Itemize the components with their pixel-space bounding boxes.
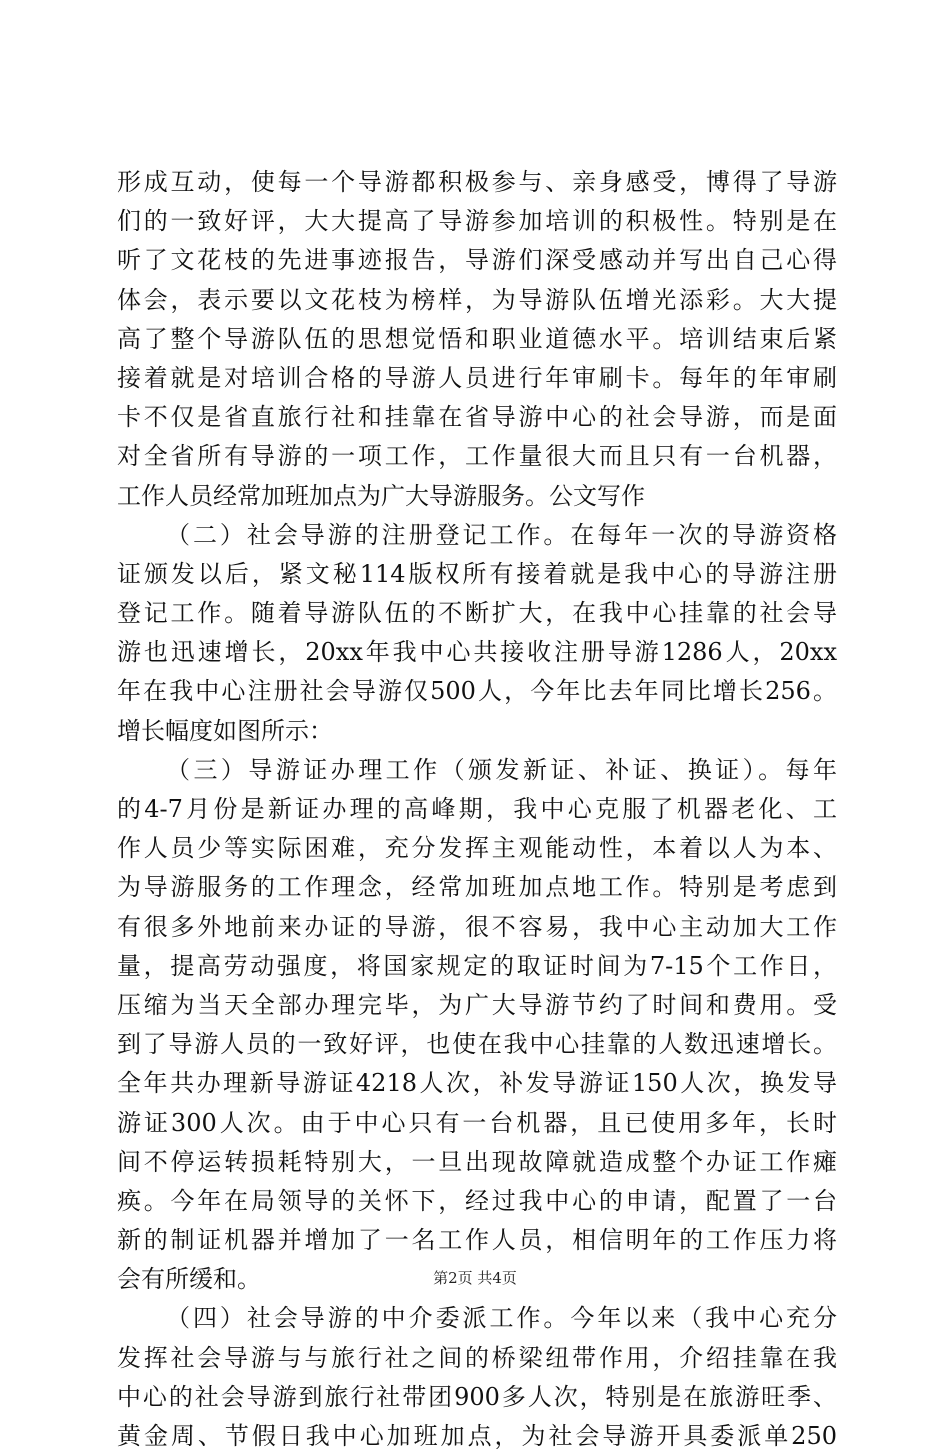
text-line: 证颁发以后，紧文秘114版权所有接着就是我中心的导游注册 (117, 559, 837, 588)
text-line: 对全省所有导游的一项工作，工作量很大而且只有一台机器， (117, 442, 837, 471)
text-line: 年在我中心注册社会导游仅500人，今年比去年同比增长256。 (117, 677, 837, 706)
document-body (117, 163, 837, 1456)
text-line: 黄金周、节假日我中心加班加点，为社会导游开具委派单250 (117, 1422, 837, 1450)
text-line: 体会，表示要以文花枝为榜样，为导游队伍增光添彩。大大提 (117, 285, 837, 314)
text-line: 会有所缓和。 (117, 1265, 261, 1294)
text-line: 高了整个导游队伍的思想觉悟和职业道德水平。培训结束后紧 (117, 324, 837, 353)
text-line: 痪。今年在局领导的关怀下，经过我中心的申请，配置了一台 (117, 1186, 837, 1215)
text-line: 为导游服务的工作理念，经常加班加点地工作。特别是考虑到 (117, 873, 837, 902)
text-line: 的4-7月份是新证办理的高峰期，我中心克服了机器老化、工 (117, 795, 837, 823)
page-number-footer: 第2页 共4页 (433, 1269, 517, 1287)
text-line: 游证300人次。由于中心只有一台机器，且已使用多年，长时 (117, 1108, 837, 1137)
text-line: 中心的社会导游到旅行社带团900多人次，特别是在旅游旺季、 (117, 1382, 837, 1411)
paragraph-start-line: （二）社会导游的注册登记工作。在每年一次的导游资格 (166, 520, 837, 549)
text-line: 全年共办理新导游证4218人次，补发导游证150人次，换发导 (117, 1069, 837, 1098)
text-line: 增长幅度如图所示： (117, 716, 333, 745)
text-line: 游也迅速增长，20xx年我中心共接收注册导游1286人，20xx (117, 638, 837, 667)
text-line: 新的制证机器并增加了一名工作人员，相信明年的工作压力将 (117, 1226, 837, 1255)
text-line: 工作人员经常加班加点为广大导游服务。公文写作 (117, 481, 645, 510)
text-line: 听了文花枝的先进事迹报告，导游们深受感动并写出自己心得 (117, 246, 837, 275)
text-line: 作人员少等实际困难，充分发挥主观能动性，本着以人为本、 (117, 834, 837, 863)
text-line: 到了导游人员的一致好评，也使在我中心挂靠的人数迅速增长。 (117, 1030, 837, 1059)
text-line: 形成互动，使每一个导游都积极参与、亲身感受，博得了导游 (117, 168, 837, 196)
text-line: 登记工作。随着导游队伍的不断扩大，在我中心挂靠的社会导 (117, 599, 837, 628)
text-line: 量，提高劳动强度，将国家规定的取证时间为7-15个工作日， (117, 951, 837, 980)
text-line: 卡不仅是省直旅行社和挂靠在省导游中心的社会导游，而是面 (117, 403, 837, 432)
text-line: 压缩为当天全部办理完毕，为广大导游节约了时间和费用。受 (117, 990, 837, 1019)
text-line: 有很多外地前来办证的导游，很不容易，我中心主动加大工作 (117, 912, 837, 941)
text-line: 发挥社会导游与与旅行社之间的桥梁纽带作用，介绍挂靠在我 (117, 1343, 837, 1372)
text-line: 间不停运转损耗特别大，一旦出现故障就造成整个办证工作瘫 (117, 1147, 837, 1176)
paragraph-start-line: （四）社会导游的中介委派工作。今年以来（我中心充分 (166, 1304, 837, 1333)
text-line: 们的一致好评，大大提高了导游参加培训的积极性。特别是在 (117, 207, 837, 236)
text-line: 接着就是对培训合格的导游人员进行年审刷卡。每年的年审刷 (117, 363, 837, 392)
paragraph-start-line: （三）导游证办理工作（颁发新证、补证、换证）。每年 (166, 755, 837, 784)
